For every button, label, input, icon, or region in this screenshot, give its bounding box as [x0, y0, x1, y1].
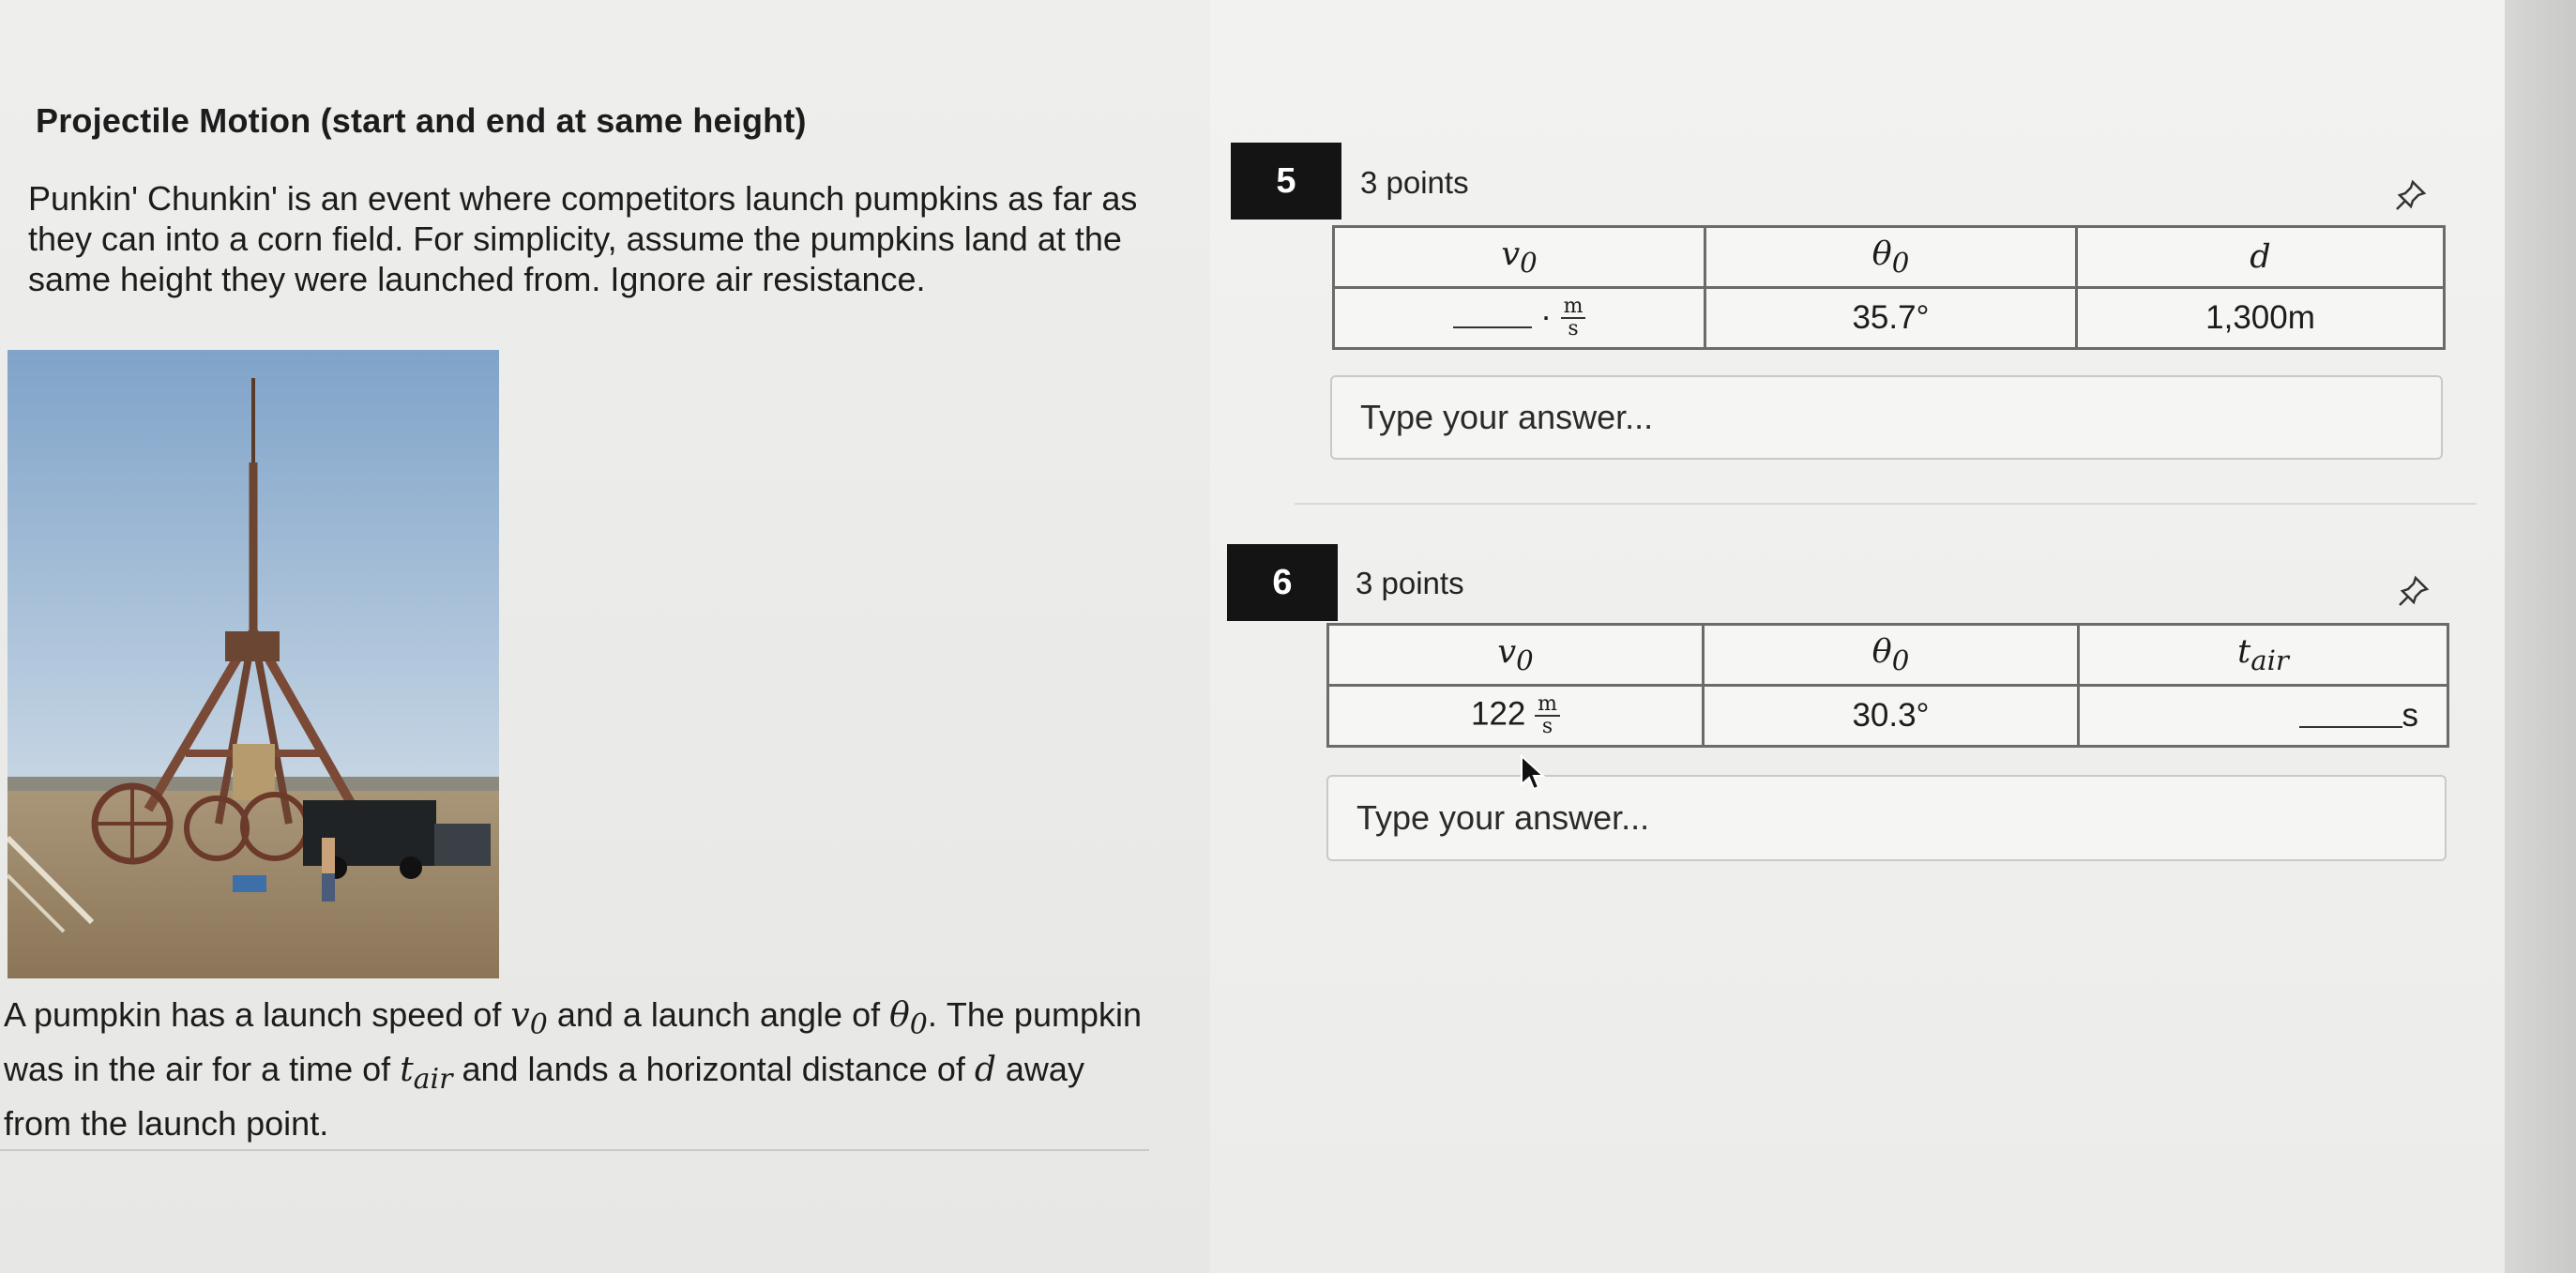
trebuchet-photo	[8, 350, 499, 978]
table-row	[1334, 227, 2445, 288]
window-edge	[2505, 0, 2576, 1273]
desc-text-5: away from the launch point.	[4, 1050, 1084, 1144]
table-row	[1334, 288, 2445, 349]
value-tair: s	[2079, 686, 2448, 747]
value-v0: · $\frac{m}{s}$	[1334, 288, 1705, 349]
theta0-symbol: $\theta_0$	[889, 996, 928, 1042]
table-row	[1328, 686, 2448, 747]
question-6-answer-input[interactable]: Type your answer...	[1326, 775, 2447, 861]
header-d: d	[2077, 227, 2445, 288]
desc-text-1: A pumpkin has a launch speed of	[4, 995, 511, 1034]
question-5-points: 3 points	[1360, 165, 1469, 200]
prompt-title: Projectile Motion (start and end at same height)	[36, 101, 807, 140]
header-v0: $v_0$	[1334, 227, 1705, 288]
tair-symbol: $t_{air}$	[400, 1051, 453, 1097]
mouse-pointer-icon	[1520, 754, 1546, 792]
desc-text-4: and lands a horizontal distance of	[452, 1050, 975, 1089]
prompt-divider	[0, 1149, 1149, 1151]
pin-icon[interactable]	[2392, 176, 2430, 214]
prompt-description	[4, 993, 1158, 1145]
value-v0: 122 $\frac{m}{s}$	[1328, 686, 1704, 747]
question-6-table	[1326, 623, 2449, 748]
question-6-points: 3 points	[1356, 566, 1464, 600]
desc-text-3: . The pumpkin was in the air for a time of	[4, 995, 1143, 1089]
question-6-number: 6	[1227, 544, 1338, 621]
value-theta0: 35.7°	[1705, 288, 2077, 349]
prompt-intro: Punkin' Chunkin' is an event where competitors launch pumpkins as far as they can into a corn field. For simplicity, assume the pumpkins land at the same height they were launched from. Ignore air resistance.	[28, 179, 1138, 298]
value-theta0: 30.3°	[1704, 686, 2079, 747]
pin-icon[interactable]	[2395, 572, 2432, 610]
value-d: 1,300m	[2077, 288, 2445, 349]
question-5-answer-input[interactable]: Type your answer...	[1330, 375, 2443, 460]
question-5-number: 5	[1231, 143, 1341, 220]
v0-symbol: $v_0$	[510, 996, 548, 1042]
desc-text-2: and a launch angle of	[547, 995, 890, 1034]
question-divider	[1295, 503, 2477, 505]
table-row	[1328, 625, 2448, 686]
question-5-table	[1332, 225, 2446, 350]
header-tair: $t_{air}$	[2079, 625, 2448, 686]
header-theta0: $\theta_0$	[1704, 625, 2079, 686]
header-theta0: $\theta_0$	[1705, 227, 2077, 288]
d-symbol: d	[974, 1051, 996, 1090]
header-v0: $v_0$	[1328, 625, 1704, 686]
